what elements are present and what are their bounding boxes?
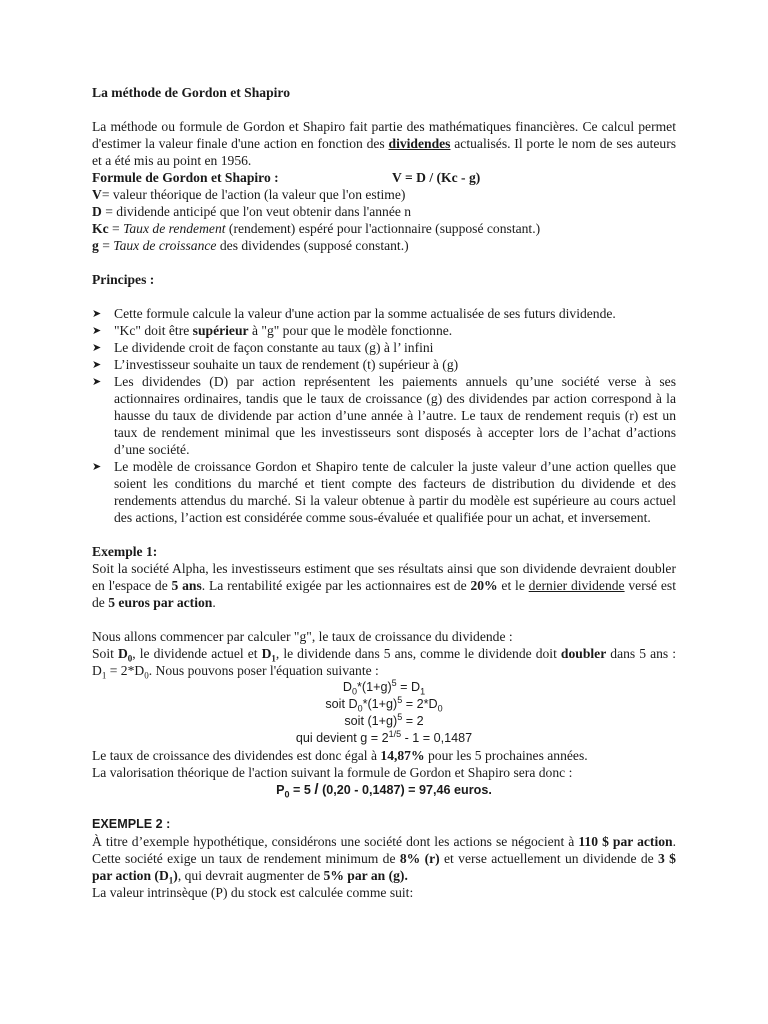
paragraph-bold: 110 $ par action <box>578 834 673 849</box>
equation-part: D <box>342 680 352 694</box>
equation-part: = D <box>396 680 421 694</box>
paragraph-bold: 14,87% <box>380 748 425 763</box>
formula-equation: V = D / (Kc - g) <box>392 170 481 185</box>
definition-text: = valeur théorique de l'action (la valeur que l'on estime) <box>101 187 406 202</box>
equation-slash: / <box>314 781 319 798</box>
equation-1 <box>92 679 676 696</box>
paragraph-bold: 20% <box>470 578 498 593</box>
equation-part: qui devient g = 2 <box>295 731 389 745</box>
definition-d <box>92 203 676 220</box>
d0-symbol <box>117 646 133 664</box>
symbol-letter: D <box>261 646 272 661</box>
arrow-bullet-icon: ➤ <box>92 341 102 354</box>
example-1-step-intro: Nous allons commencer par calculer "g", le taux de croissance du dividende : <box>92 629 513 644</box>
definition-text: = <box>108 221 124 236</box>
equation-exponent: 5 <box>397 694 403 705</box>
arrow-bullet-icon: ➤ <box>92 324 102 337</box>
arrow-bullet-icon: ➤ <box>92 358 102 371</box>
definition-v <box>92 186 676 203</box>
dividendes-link[interactable]: dividendes <box>388 136 451 151</box>
list-item <box>92 458 676 526</box>
paragraph-text: . La rentabilité exigée par les actionnaires est de <box>201 578 471 593</box>
paragraph-text: dans 5 ans : D <box>92 646 676 678</box>
equation-part: soit (1+g) <box>344 714 398 728</box>
list-item-text: "Kc" doit être <box>114 323 193 338</box>
symbol-subscript: 0 <box>127 653 133 664</box>
valuation-result <box>92 781 676 799</box>
equation-part: - 1 = 0,1487 <box>401 731 473 745</box>
intro-text: La méthode ou formule de Gordon et Shapiro fait partie des mathématiques financières. Ce calcul permet d'estimer la valeur finale d'une action en fonction des <box>92 119 676 151</box>
equation-subscript: 0 <box>284 789 290 800</box>
definition-kc <box>92 220 676 237</box>
arrow-bullet-icon: ➤ <box>92 375 102 388</box>
equation-part: *(1+g) <box>362 697 398 711</box>
arrow-bullet-icon: ➤ <box>92 460 102 473</box>
example-1-definitions <box>92 645 676 679</box>
equation-subscript: 0 <box>351 686 357 697</box>
paragraph-text: . Cette société exige un taux de rendement minimum de <box>92 834 677 866</box>
definition-text: (rendement) espéré pour l'actionnaire (supposé constant.) <box>225 221 541 236</box>
list-item-text: L’investisseur souhaite un taux de rendement (t) supérieur à (g) <box>114 357 459 372</box>
equation-3 <box>92 713 676 730</box>
symbol-subscript: 0 <box>144 670 149 681</box>
list-item-text: Cette formule calcule la valeur d'une action par la somme actualisée de ses futurs dividende. <box>114 306 616 321</box>
paragraph-text: . Nous pouvons poser l'équation suivante : <box>148 663 379 678</box>
definition-italic: Taux de croissance <box>113 238 217 253</box>
list-item <box>92 356 676 373</box>
paragraph-text: , qui devrait augmenter de <box>177 868 324 883</box>
paragraph-text: = 2*D <box>106 663 145 678</box>
equation-part: = 2 <box>402 714 424 728</box>
equation-part: = 2*D <box>402 697 438 711</box>
paragraph-underlined: dernier dividende <box>528 578 625 593</box>
paragraph-text: , le dividende dans 5 ans, comme le dividende doit <box>275 646 561 661</box>
intro-paragraph <box>92 118 676 169</box>
list-item <box>92 305 676 322</box>
definition-symbol: g <box>92 238 99 253</box>
equation-part: (0,20 - 0,1487) = 97,46 euros. <box>318 783 492 797</box>
list-item-text: Le dividende croit de façon constante au taux (g) à l’ infini <box>114 340 434 355</box>
paragraph-bold: ) <box>173 868 178 883</box>
paragraph-bold: 5% par an (g). <box>323 868 408 883</box>
paragraph-text: et verse actuellement un dividende de <box>439 851 659 866</box>
definition-text: des dividendes (supposé constant.) <box>216 238 409 253</box>
paragraph-bold: 5 ans <box>171 578 202 593</box>
symbol-subscript: 1 <box>101 670 107 681</box>
equation-subscript: 0 <box>357 703 363 714</box>
paragraph-text: Le taux de croissance des dividendes est donc égal à <box>92 748 381 763</box>
list-item-text: Les dividendes (D) par action représentent les paiements annuels qu’une société verse à ses actionnaires ordinaires, tandis que le taux de croissance (g) des dividendes par action correspond à la hausse du taux de dividende par action d’une année à l’autre. Le taux de rendement requis (r) est un taux de rendement minimal que les investisseurs sont disposés à accepter lors de l’achat d’actions d’une société. <box>114 374 676 457</box>
definition-symbol: D <box>92 204 102 219</box>
paragraph-text: Soit la société Alpha, les investisseurs estiment que ses résultats ainsi que son dividende devraient doubler en l'espace de <box>92 561 676 593</box>
list-item <box>92 339 676 356</box>
definition-text: = dividende anticipé que l'on veut obtenir dans l'année n <box>101 204 412 219</box>
paragraph-text: . <box>212 595 216 610</box>
growth-conclusion <box>92 747 676 764</box>
list-item <box>92 322 676 339</box>
equation-part: P <box>276 783 285 797</box>
list-item-text: à "g" pour que le modèle fonctionne. <box>248 323 453 338</box>
paragraph-bold: doubler <box>560 646 607 661</box>
principes-heading: Principes : <box>92 272 155 287</box>
formula-line <box>92 169 676 186</box>
valuation-intro: La valorisation théorique de l'action suivant la formule de Gordon et Shapiro sera donc : <box>92 765 573 780</box>
list-item-text: Le modèle de croissance Gordon et Shapiro tente de calculer la juste valeur d’une action quelles que soient les conditions du marché et tient compte des facteurs de distribution du dividende et des rendements attendus du marché. Si la valeur obtenue à partir du modèle est supérieure au cours actuel des actions, l’action est considérée comme sous-évaluée et qualifiée pour un achat, et inversement. <box>114 459 676 525</box>
equation-exponent: 5 <box>391 677 397 688</box>
list-item <box>92 373 676 458</box>
example-2-paragraph <box>92 833 676 884</box>
paragraph-text: À titre d’exemple hypothétique, considérons une société dont les actions se négocient à <box>92 834 579 849</box>
definition-text: = <box>98 238 114 253</box>
equation-2 <box>92 696 676 713</box>
symbol-letter: D <box>117 646 128 661</box>
paragraph-text: , le dividende actuel et <box>132 646 262 661</box>
example-1-paragraph <box>92 560 676 611</box>
list-item-bold: supérieur <box>192 323 249 338</box>
example-1-heading: Exemple 1: <box>92 544 158 559</box>
arrow-bullet-icon: ➤ <box>92 307 102 320</box>
equation-part: = 5 <box>289 783 315 797</box>
equation-part: *(1+g) <box>356 680 392 694</box>
d1-symbol <box>261 646 276 664</box>
definition-symbol: Kc <box>92 221 109 236</box>
definition-symbol: V <box>92 187 102 202</box>
document-body <box>92 84 676 901</box>
paragraph-text: et le <box>497 578 529 593</box>
equation-part: soit D <box>325 697 358 711</box>
principes-list <box>92 305 676 526</box>
paragraph-text: pour les 5 prochaines années. <box>424 748 588 763</box>
equation-subscript: 1 <box>420 686 426 697</box>
paragraph-bold: 8% (r) <box>399 851 440 866</box>
equation-exponent: 1/5 <box>388 728 402 739</box>
equation-exponent: 5 <box>397 711 403 722</box>
example-2-heading: EXEMPLE 2 : <box>92 817 171 831</box>
paragraph-bold: 5 euros par action <box>108 595 213 610</box>
document-title: La méthode de Gordon et Shapiro <box>92 85 291 100</box>
paragraph-text: Soit <box>92 646 118 661</box>
definition-italic: Taux de rendement <box>123 221 226 236</box>
formula-label: Formule de Gordon et Shapiro : <box>92 170 279 185</box>
definition-g <box>92 237 676 254</box>
symbol-subscript: 1 <box>168 875 174 886</box>
equation-4 <box>92 730 676 747</box>
intro-text-end: actualisés. Il porte le nom de ses auteurs et a été mis au point en 1956. <box>92 136 677 168</box>
paragraph-bold: 3 $ par action (D <box>92 851 676 883</box>
equation-subscript: 0 <box>437 703 443 714</box>
paragraph-text: versé est de <box>92 578 676 610</box>
symbol-subscript: 1 <box>271 653 276 664</box>
example-2-calc-intro: La valeur intrinsèque (P) du stock est calculée comme suit: <box>92 885 414 900</box>
